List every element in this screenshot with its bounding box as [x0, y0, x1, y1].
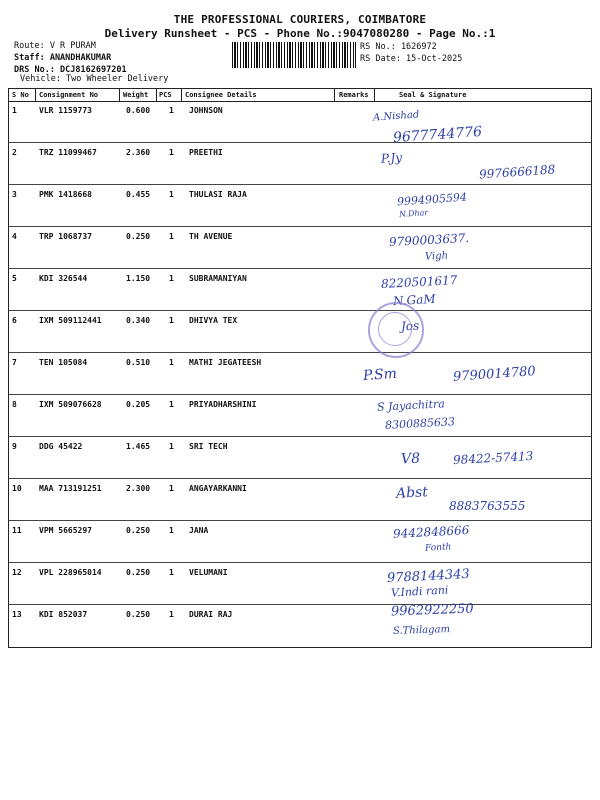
- table-row: [9, 185, 591, 227]
- rs-date-label: RS Date: 15-Oct-2025: [360, 54, 463, 64]
- route-label: Route: V R PURAM: [14, 41, 96, 51]
- header-sno: S No: [12, 91, 29, 99]
- cell-weight: 0.250: [126, 568, 151, 577]
- cell-consignment: KDI 852037: [39, 610, 88, 619]
- table-row: [9, 353, 591, 395]
- cell-sno: 7: [12, 358, 17, 367]
- cell-consignee: ANGAYARKANNI: [189, 484, 247, 493]
- cell-pcs: 1: [169, 106, 174, 115]
- cell-pcs: 1: [169, 442, 174, 451]
- table-row: [9, 227, 591, 269]
- cell-consignee: DURAI RAJ: [189, 610, 233, 619]
- cell-pcs: 1: [169, 400, 174, 409]
- signature-handwriting: Jos: [400, 318, 420, 334]
- header-consignment: Consignment No: [39, 91, 99, 99]
- cell-pcs: 1: [169, 358, 174, 367]
- cell-sno: 13: [12, 610, 22, 619]
- cell-consignee: JANA: [189, 526, 209, 535]
- signature-phone: 9677744776: [392, 123, 483, 147]
- cell-sno: 4: [12, 232, 17, 241]
- rs-number-label: RS No.: 1626972: [360, 42, 437, 52]
- signature-handwriting: P.Jy: [380, 150, 403, 166]
- runsheet-subtitle: Delivery Runsheet - PCS - Phone No.:9047080280 - Page No.:1: [104, 27, 496, 40]
- cell-weight: 0.250: [126, 526, 151, 535]
- cell-sno: 10: [12, 484, 22, 493]
- signature-phone: 9976666188: [478, 162, 556, 182]
- signature-handwriting: 9788144343: [386, 566, 471, 587]
- header-seal: Seal & Signature: [399, 91, 467, 99]
- signature-phone: S.Thilagam: [392, 624, 451, 637]
- cell-consignee: VELUMANI: [189, 568, 228, 577]
- cell-consignment: DDG 45422: [39, 442, 83, 451]
- cell-consignment: VPM 5665297: [39, 526, 92, 535]
- table-row: [9, 479, 591, 521]
- signature-handwriting: V8: [400, 450, 421, 468]
- cell-consignee: PRIYADHARSHINI: [189, 400, 257, 409]
- signature-phone: Vigh: [424, 250, 449, 263]
- signature-phone: V.Indi rani: [390, 583, 449, 600]
- cell-consignment: PMK 1418668: [39, 190, 92, 199]
- cell-sno: 6: [12, 316, 17, 325]
- table-row: [9, 563, 591, 605]
- cell-consignment: MAA 713191251: [39, 484, 102, 493]
- signature-phone: N.Dhar: [398, 207, 429, 220]
- signature-handwriting: 9994905594: [396, 190, 468, 209]
- signature-phone: Fonth: [424, 542, 452, 554]
- cell-consignment: TEN 105084: [39, 358, 88, 367]
- seal-stamp: [368, 302, 424, 358]
- cell-weight: 0.340: [126, 316, 151, 325]
- cell-consignment: KDI 326544: [39, 274, 88, 283]
- cell-consignee: SUBRAMANIYAN: [189, 274, 247, 283]
- cell-consignment: TRZ 11099467: [39, 148, 97, 157]
- cell-pcs: 1: [169, 274, 174, 283]
- signature-handwriting: P.Sm: [362, 365, 398, 385]
- cell-weight: 0.510: [126, 358, 151, 367]
- cell-weight: 0.250: [126, 232, 151, 241]
- signature-handwriting: A.Nishad: [372, 109, 420, 124]
- table-row: [9, 395, 591, 437]
- cell-consignment: VLR 1159773: [39, 106, 92, 115]
- staff-label: Staff: ANANDHAKUMAR: [14, 53, 112, 63]
- cell-sno: 8: [12, 400, 17, 409]
- cell-pcs: 1: [169, 568, 174, 577]
- cell-sno: 9: [12, 442, 17, 451]
- barcode: [232, 42, 356, 68]
- cell-consignment: TRP 1068737: [39, 232, 92, 241]
- signature-phone: 98422-57413: [452, 448, 534, 468]
- cell-sno: 1: [12, 106, 17, 115]
- cell-pcs: 1: [169, 316, 174, 325]
- table-row: [9, 143, 591, 185]
- cell-consignee: MATHI JEGATEESH: [189, 358, 262, 367]
- cell-sno: 12: [12, 568, 22, 577]
- cell-pcs: 1: [169, 526, 174, 535]
- signature-phone: N.GaM: [392, 291, 436, 309]
- cell-consignment: VPL 228965014: [39, 568, 102, 577]
- cell-consignee: JOHNSON: [189, 106, 223, 115]
- cell-pcs: 1: [169, 610, 174, 619]
- signature-handwriting: 9442848666: [392, 523, 470, 541]
- cell-pcs: 1: [169, 190, 174, 199]
- cell-pcs: 1: [169, 148, 174, 157]
- cell-sno: 2: [12, 148, 17, 157]
- header-remarks: Remarks: [339, 91, 369, 99]
- signature-handwriting: 9962922250: [390, 601, 474, 620]
- company-title: THE PROFESSIONAL COURIERS, COIMBATORE: [173, 13, 427, 26]
- cell-consignment: IXM 509076628: [39, 400, 102, 409]
- cell-pcs: 1: [169, 484, 174, 493]
- cell-pcs: 1: [169, 232, 174, 241]
- table-row: [9, 437, 591, 479]
- cell-consignment: IXM 509112441: [39, 316, 102, 325]
- signature-handwriting: 8220501617: [380, 273, 458, 291]
- cell-sno: 5: [12, 274, 17, 283]
- cell-sno: 11: [12, 526, 22, 535]
- signature-phone: 9790014780: [452, 364, 537, 385]
- vehicle-label: Vehicle: Two Wheeler Delivery: [20, 74, 169, 84]
- cell-sno: 3: [12, 190, 17, 199]
- runsheet-table: [8, 88, 592, 648]
- cell-weight: 2.300: [126, 484, 151, 493]
- signature-phone: 8883763555: [449, 499, 526, 513]
- header-consignee: Consignee Details: [185, 91, 257, 99]
- table-row: [9, 269, 591, 311]
- cell-weight: 2.360: [126, 148, 151, 157]
- signature-phone: 8300885633: [384, 415, 456, 432]
- signature-handwriting: S Jayachitra: [376, 397, 446, 414]
- table-row: [9, 521, 591, 563]
- cell-weight: 1.465: [126, 442, 151, 451]
- cell-weight: 0.455: [126, 190, 151, 199]
- cell-weight: 1.150: [126, 274, 151, 283]
- cell-weight: 0.250: [126, 610, 151, 619]
- table-row: [9, 311, 591, 353]
- cell-consignee: TH AVENUE: [189, 232, 233, 241]
- cell-weight: 0.205: [126, 400, 151, 409]
- header-weight: Weight: [123, 91, 149, 99]
- cell-consignee: DHIVYA TEX: [189, 316, 238, 325]
- runsheet-meta-left: [14, 40, 127, 76]
- signature-handwriting: 9790003637.: [388, 230, 470, 250]
- drs-label: DRS No.: DCJ8162697201: [14, 65, 127, 75]
- cell-consignee: THULASI RAJA: [189, 190, 247, 199]
- cell-consignee: PREETHI: [189, 148, 223, 157]
- runsheet-meta-right: [360, 41, 462, 65]
- table-row: [9, 601, 591, 646]
- table-row: [9, 101, 591, 147]
- header-pcs: PCS: [159, 91, 172, 99]
- cell-weight: 0.600: [126, 106, 151, 115]
- cell-consignee: SRI TECH: [189, 442, 228, 451]
- signature-handwriting: Abst: [395, 484, 429, 502]
